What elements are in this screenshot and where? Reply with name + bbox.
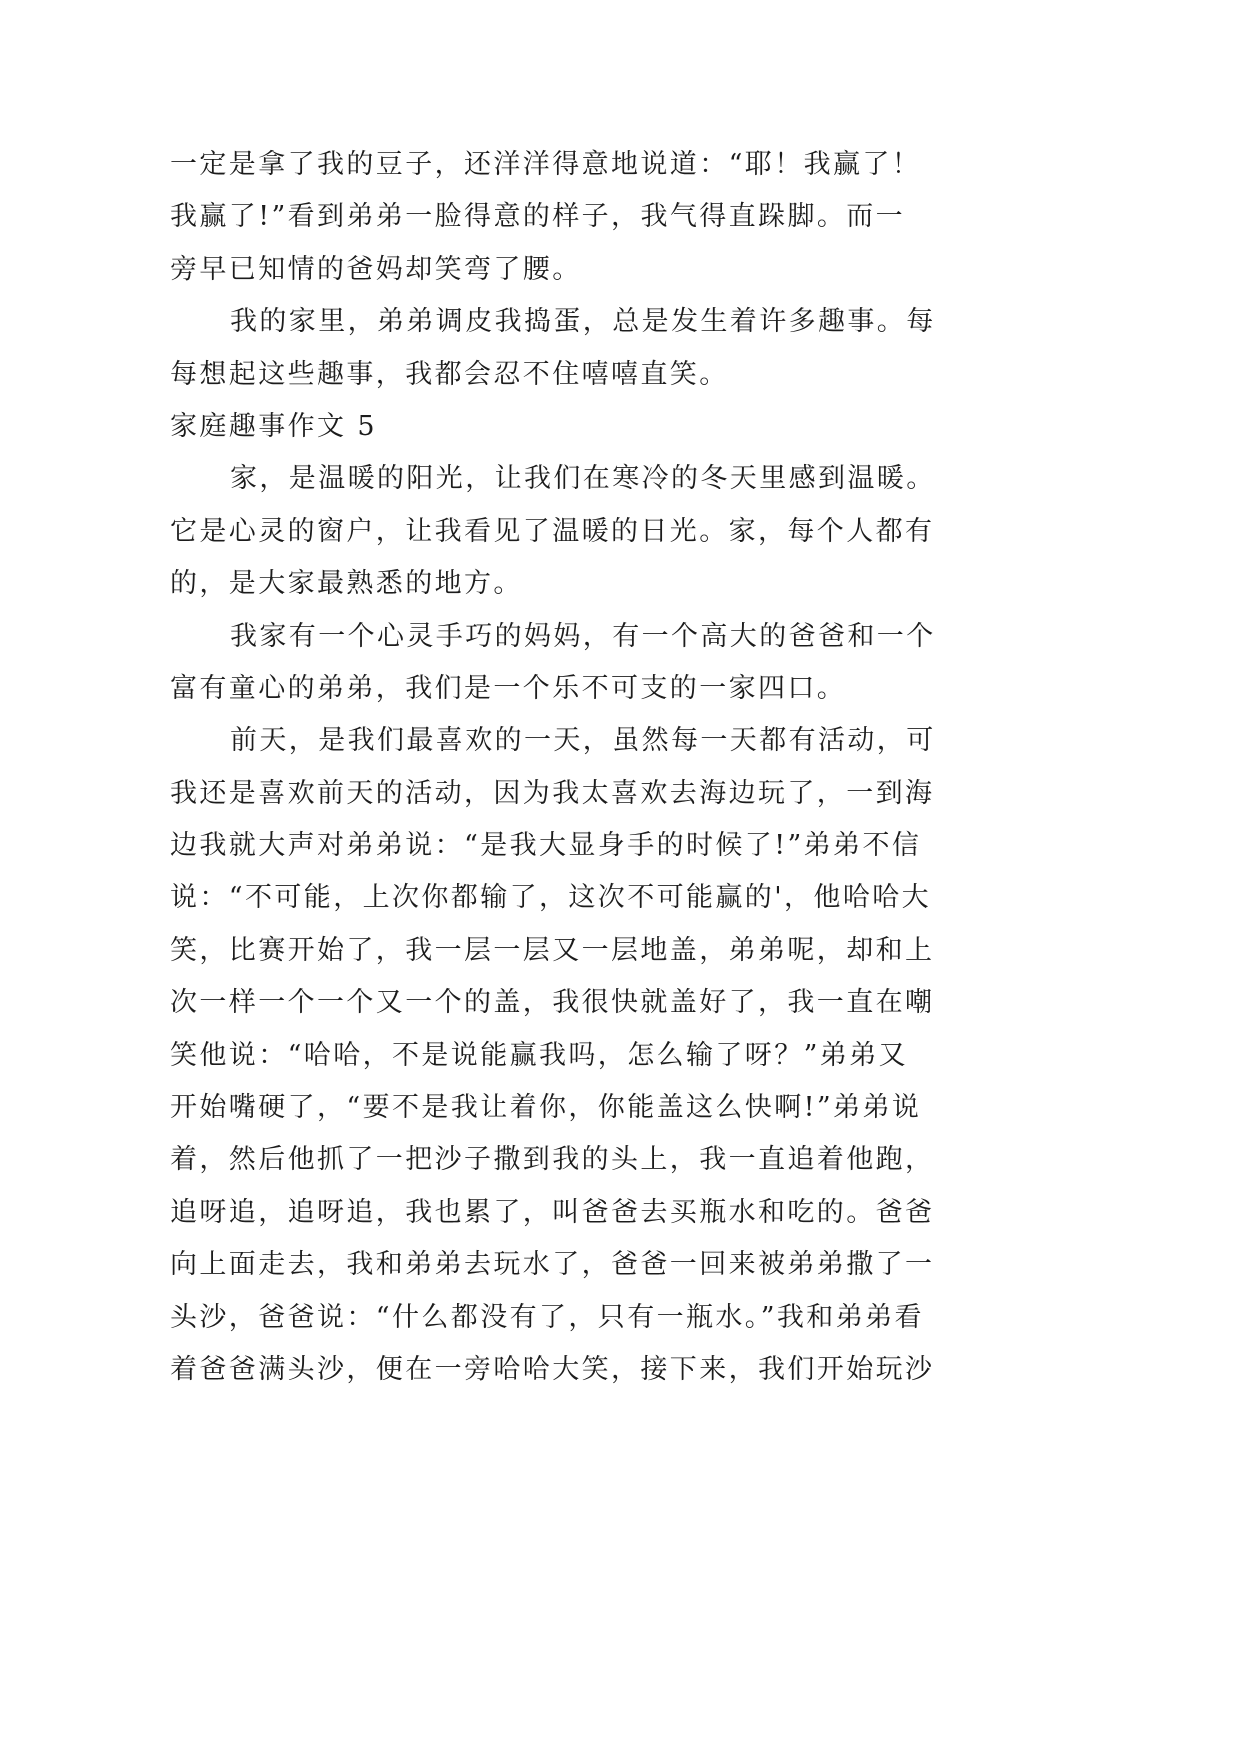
text-line: 次一样一个一个又一个的盖，我很快就盖好了，我一直在嘲 [170, 987, 935, 1019]
text-line: 边我就大声对弟弟说：“是我大显身手的时候了!”弟弟不信 [170, 830, 922, 862]
text-line: 旁早已知情的爸妈却笑弯了腰。 [170, 253, 582, 285]
text-line: 开始嘴硬了，“要不是我让着你，你能盖这么快啊!”弟弟说 [170, 1092, 922, 1124]
text-line: 追呀追，追呀追，我也累了，叫爸爸去买瓶水和吃的。爸爸 [170, 1196, 935, 1228]
paragraph [170, 611, 1241, 716]
text-line: 富有童心的弟弟，我们是一个乐不可支的一家四口。 [170, 672, 847, 704]
text-line: 的，是大家最熟悉的地方。 [170, 568, 523, 600]
text-line: 着，然后他抓了一把沙子撒到我的头上，我一直追着他跑， [170, 1144, 935, 1176]
text-line: 我还是喜欢前天的活动，因为我太喜欢去海边玩了，一到海 [170, 777, 935, 809]
text-line: 每想起这些趣事，我都会忍不住嘻嘻直笑。 [170, 358, 729, 390]
text-line: 家，是温暖的阳光，让我们在寒冷的冬天里感到温暖。 [230, 463, 936, 495]
text-line: 我赢了!”看到弟弟一脸得意的样子，我气得直跺脚。而一 [170, 201, 906, 233]
text-line: 我家有一个心灵手巧的妈妈，有一个高大的爸爸和一个 [230, 620, 936, 652]
text-line: 前天，是我们最喜欢的一天，虽然每一天都有活动，可 [230, 725, 936, 757]
previous-essay-ending [170, 139, 1241, 401]
text-line: 它是心灵的窗户，让我看见了温暖的日光。家，每个人都有 [170, 515, 935, 547]
text-line: 说：“不可能，上次你都输了，这次不可能赢的'，他哈哈大 [170, 882, 932, 914]
text-line: 笑，比赛开始了，我一层一层又一层地盖，弟弟呢，却和上 [170, 934, 935, 966]
paragraph [170, 453, 1241, 610]
text-line: 头沙，爸爸说：“什么都没有了，只有一瓶水。”我和弟弟看 [170, 1301, 924, 1333]
text-line: 一定是拿了我的豆子，还洋洋得意地说道：“耶！我赢了！ [170, 149, 922, 180]
paragraph [170, 296, 1241, 401]
text-line: 向上面走去，我和弟弟去玩水了，爸爸一回来被弟弟撒了一 [170, 1249, 935, 1281]
text-line: 我的家里，弟弟调皮我捣蛋，总是发生着许多趣事。每 [230, 306, 936, 338]
text-line: 着爸爸满头沙，便在一旁哈哈大笑，接下来，我们开始玩沙 [170, 1353, 935, 1385]
text-line: 笑他说：“哈哈，不是说能赢我吗，怎么输了呀？”弟弟又 [170, 1039, 909, 1071]
essay-title: 家庭趣事作文 5 [170, 410, 377, 442]
paragraph-continued [170, 139, 1241, 296]
essay [170, 401, 1241, 1396]
paragraph [170, 715, 1241, 1396]
